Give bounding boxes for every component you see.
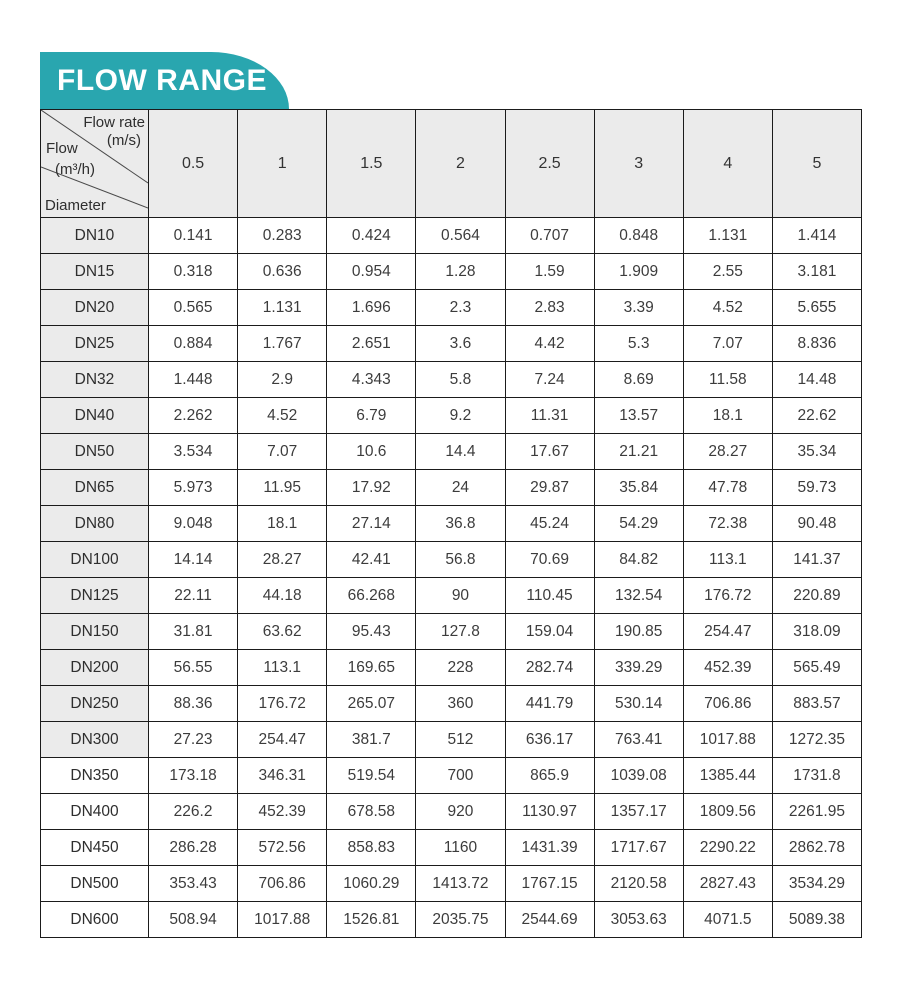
value-cell: 2.3 xyxy=(416,290,505,326)
value-cell: 88.36 xyxy=(149,686,238,722)
value-cell: 18.1 xyxy=(238,506,327,542)
value-cell: 176.72 xyxy=(238,686,327,722)
value-cell: 530.14 xyxy=(594,686,683,722)
value-cell: 110.45 xyxy=(505,578,594,614)
value-cell: 3.181 xyxy=(772,254,861,290)
value-cell: 360 xyxy=(416,686,505,722)
value-cell: 31.81 xyxy=(149,614,238,650)
value-cell: 0.565 xyxy=(149,290,238,326)
value-cell: 254.47 xyxy=(238,722,327,758)
value-cell: 1.28 xyxy=(416,254,505,290)
table-row-dn15 xyxy=(41,254,862,290)
value-cell: 3053.63 xyxy=(594,902,683,938)
value-cell: 318.09 xyxy=(772,614,861,650)
value-cell: 2544.69 xyxy=(505,902,594,938)
table-row-dn300 xyxy=(41,722,862,758)
value-cell: 36.8 xyxy=(416,506,505,542)
value-cell: 27.23 xyxy=(149,722,238,758)
value-cell: 700 xyxy=(416,758,505,794)
value-cell: 2.9 xyxy=(238,362,327,398)
value-cell: 95.43 xyxy=(327,614,416,650)
value-cell: 1039.08 xyxy=(594,758,683,794)
value-cell: 286.28 xyxy=(149,830,238,866)
value-cell: 8.69 xyxy=(594,362,683,398)
header-row xyxy=(41,110,862,218)
value-cell: 0.283 xyxy=(238,218,327,254)
value-cell: 22.62 xyxy=(772,398,861,434)
diameter-cell-dn50: DN50 xyxy=(41,434,149,470)
value-cell: 2.262 xyxy=(149,398,238,434)
value-cell: 176.72 xyxy=(683,578,772,614)
value-cell: 141.37 xyxy=(772,542,861,578)
value-cell: 14.48 xyxy=(772,362,861,398)
value-cell: 17.67 xyxy=(505,434,594,470)
value-cell: 113.1 xyxy=(683,542,772,578)
value-cell: 1017.88 xyxy=(683,722,772,758)
table-row-dn20 xyxy=(41,290,862,326)
diameter-cell-dn500: DN500 xyxy=(41,866,149,902)
value-cell: 7.07 xyxy=(238,434,327,470)
corner-label-flow: Flow xyxy=(46,140,78,157)
value-cell: 9.048 xyxy=(149,506,238,542)
value-cell: 452.39 xyxy=(683,650,772,686)
value-cell: 14.14 xyxy=(149,542,238,578)
value-cell: 220.89 xyxy=(772,578,861,614)
table-row-dn40 xyxy=(41,398,862,434)
value-cell: 865.9 xyxy=(505,758,594,794)
table-row-dn150 xyxy=(41,614,862,650)
value-cell: 56.55 xyxy=(149,650,238,686)
value-cell: 1431.39 xyxy=(505,830,594,866)
value-cell: 0.707 xyxy=(505,218,594,254)
velocity-header-0.5: 0.5 xyxy=(149,110,238,218)
value-cell: 14.4 xyxy=(416,434,505,470)
velocity-header-4: 4 xyxy=(683,110,772,218)
value-cell: 353.43 xyxy=(149,866,238,902)
value-cell: 27.14 xyxy=(327,506,416,542)
velocity-header-3: 3 xyxy=(594,110,683,218)
value-cell: 3.39 xyxy=(594,290,683,326)
value-cell: 0.424 xyxy=(327,218,416,254)
value-cell: 1.414 xyxy=(772,218,861,254)
value-cell: 66.268 xyxy=(327,578,416,614)
table-row-dn65 xyxy=(41,470,862,506)
table-row-dn250 xyxy=(41,686,862,722)
page-title: FLOW RANGE xyxy=(57,63,267,97)
velocity-header-5: 5 xyxy=(772,110,861,218)
diameter-cell-dn65: DN65 xyxy=(41,470,149,506)
value-cell: 47.78 xyxy=(683,470,772,506)
value-cell: 45.24 xyxy=(505,506,594,542)
value-cell: 508.94 xyxy=(149,902,238,938)
value-cell: 0.884 xyxy=(149,326,238,362)
value-cell: 21.21 xyxy=(594,434,683,470)
value-cell: 56.8 xyxy=(416,542,505,578)
corner-header-cell xyxy=(41,110,149,218)
value-cell: 2261.95 xyxy=(772,794,861,830)
value-cell: 883.57 xyxy=(772,686,861,722)
value-cell: 4.52 xyxy=(683,290,772,326)
value-cell: 265.07 xyxy=(327,686,416,722)
value-cell: 2290.22 xyxy=(683,830,772,866)
value-cell: 512 xyxy=(416,722,505,758)
corner-label-flow-rate: Flow rate xyxy=(83,114,145,131)
diameter-cell-dn40: DN40 xyxy=(41,398,149,434)
value-cell: 22.11 xyxy=(149,578,238,614)
value-cell: 519.54 xyxy=(327,758,416,794)
value-cell: 1160 xyxy=(416,830,505,866)
value-cell: 4.42 xyxy=(505,326,594,362)
value-cell: 572.56 xyxy=(238,830,327,866)
value-cell: 5.8 xyxy=(416,362,505,398)
value-cell: 3534.29 xyxy=(772,866,861,902)
table-row-dn400 xyxy=(41,794,862,830)
value-cell: 84.82 xyxy=(594,542,683,578)
value-cell: 678.58 xyxy=(327,794,416,830)
value-cell: 13.57 xyxy=(594,398,683,434)
diameter-cell-dn250: DN250 xyxy=(41,686,149,722)
value-cell: 1717.67 xyxy=(594,830,683,866)
diameter-cell-dn32: DN32 xyxy=(41,362,149,398)
value-cell: 11.58 xyxy=(683,362,772,398)
value-cell: 2862.78 xyxy=(772,830,861,866)
value-cell: 5.973 xyxy=(149,470,238,506)
value-cell: 1767.15 xyxy=(505,866,594,902)
value-cell: 9.2 xyxy=(416,398,505,434)
value-cell: 1385.44 xyxy=(683,758,772,794)
value-cell: 2.55 xyxy=(683,254,772,290)
value-cell: 4.52 xyxy=(238,398,327,434)
diameter-cell-dn200: DN200 xyxy=(41,650,149,686)
value-cell: 1809.56 xyxy=(683,794,772,830)
diameter-cell-dn150: DN150 xyxy=(41,614,149,650)
value-cell: 0.564 xyxy=(416,218,505,254)
value-cell: 72.38 xyxy=(683,506,772,542)
value-cell: 565.49 xyxy=(772,650,861,686)
value-cell: 4.343 xyxy=(327,362,416,398)
diameter-cell-dn80: DN80 xyxy=(41,506,149,542)
value-cell: 44.18 xyxy=(238,578,327,614)
value-cell: 381.7 xyxy=(327,722,416,758)
corner-unit-m-per-s: (m/s) xyxy=(106,132,141,149)
value-cell: 29.87 xyxy=(505,470,594,506)
diameter-cell-dn20: DN20 xyxy=(41,290,149,326)
diameter-cell-dn100: DN100 xyxy=(41,542,149,578)
diameter-cell-dn25: DN25 xyxy=(41,326,149,362)
diameter-cell-dn300: DN300 xyxy=(41,722,149,758)
value-cell: 28.27 xyxy=(238,542,327,578)
value-cell: 1.59 xyxy=(505,254,594,290)
table-row-dn200 xyxy=(41,650,862,686)
value-cell: 226.2 xyxy=(149,794,238,830)
value-cell: 7.24 xyxy=(505,362,594,398)
value-cell: 2827.43 xyxy=(683,866,772,902)
diameter-cell-dn350: DN350 xyxy=(41,758,149,794)
value-cell: 59.73 xyxy=(772,470,861,506)
value-cell: 858.83 xyxy=(327,830,416,866)
value-cell: 706.86 xyxy=(683,686,772,722)
value-cell: 7.07 xyxy=(683,326,772,362)
value-cell: 452.39 xyxy=(238,794,327,830)
value-cell: 90.48 xyxy=(772,506,861,542)
value-cell: 1017.88 xyxy=(238,902,327,938)
value-cell: 254.47 xyxy=(683,614,772,650)
value-cell: 35.34 xyxy=(772,434,861,470)
value-cell: 1.131 xyxy=(683,218,772,254)
table-row-dn10 xyxy=(41,218,862,254)
value-cell: 90 xyxy=(416,578,505,614)
value-cell: 28.27 xyxy=(683,434,772,470)
value-cell: 1.909 xyxy=(594,254,683,290)
value-cell: 8.836 xyxy=(772,326,861,362)
flow-range-table xyxy=(40,109,862,938)
value-cell: 10.6 xyxy=(327,434,416,470)
value-cell: 159.04 xyxy=(505,614,594,650)
value-cell: 763.41 xyxy=(594,722,683,758)
velocity-header-1.5: 1.5 xyxy=(327,110,416,218)
value-cell: 228 xyxy=(416,650,505,686)
value-cell: 1272.35 xyxy=(772,722,861,758)
velocity-header-1: 1 xyxy=(238,110,327,218)
flow-range-banner xyxy=(40,52,289,109)
value-cell: 346.31 xyxy=(238,758,327,794)
value-cell: 2.83 xyxy=(505,290,594,326)
value-cell: 190.85 xyxy=(594,614,683,650)
value-cell: 282.74 xyxy=(505,650,594,686)
table-row-dn125 xyxy=(41,578,862,614)
diameter-cell-dn450: DN450 xyxy=(41,830,149,866)
value-cell: 0.141 xyxy=(149,218,238,254)
value-cell: 2.651 xyxy=(327,326,416,362)
table-row-dn100 xyxy=(41,542,862,578)
value-cell: 24 xyxy=(416,470,505,506)
diameter-cell-dn400: DN400 xyxy=(41,794,149,830)
value-cell: 127.8 xyxy=(416,614,505,650)
diameter-cell-dn10: DN10 xyxy=(41,218,149,254)
value-cell: 441.79 xyxy=(505,686,594,722)
value-cell: 0.318 xyxy=(149,254,238,290)
table-row-dn80 xyxy=(41,506,862,542)
value-cell: 1357.17 xyxy=(594,794,683,830)
value-cell: 4071.5 xyxy=(683,902,772,938)
value-cell: 0.636 xyxy=(238,254,327,290)
table-row-dn500 xyxy=(41,866,862,902)
value-cell: 920 xyxy=(416,794,505,830)
corner-label-diameter: Diameter xyxy=(45,197,106,214)
table-row-dn600 xyxy=(41,902,862,938)
table-row-dn350 xyxy=(41,758,862,794)
value-cell: 1.131 xyxy=(238,290,327,326)
value-cell: 17.92 xyxy=(327,470,416,506)
value-cell: 54.29 xyxy=(594,506,683,542)
table-row-dn450 xyxy=(41,830,862,866)
value-cell: 5089.38 xyxy=(772,902,861,938)
value-cell: 18.1 xyxy=(683,398,772,434)
value-cell: 35.84 xyxy=(594,470,683,506)
velocity-header-2: 2 xyxy=(416,110,505,218)
corner-unit-m3-per-h: (m³/h) xyxy=(55,161,95,178)
diameter-cell-dn15: DN15 xyxy=(41,254,149,290)
value-cell: 1.696 xyxy=(327,290,416,326)
value-cell: 339.29 xyxy=(594,650,683,686)
value-cell: 132.54 xyxy=(594,578,683,614)
value-cell: 1.448 xyxy=(149,362,238,398)
value-cell: 113.1 xyxy=(238,650,327,686)
value-cell: 5.655 xyxy=(772,290,861,326)
value-cell: 1.767 xyxy=(238,326,327,362)
value-cell: 1130.97 xyxy=(505,794,594,830)
value-cell: 3.534 xyxy=(149,434,238,470)
value-cell: 6.79 xyxy=(327,398,416,434)
value-cell: 70.69 xyxy=(505,542,594,578)
value-cell: 1413.72 xyxy=(416,866,505,902)
value-cell: 42.41 xyxy=(327,542,416,578)
table-row-dn25 xyxy=(41,326,862,362)
value-cell: 2120.58 xyxy=(594,866,683,902)
value-cell: 0.848 xyxy=(594,218,683,254)
value-cell: 0.954 xyxy=(327,254,416,290)
value-cell: 3.6 xyxy=(416,326,505,362)
diameter-cell-dn600: DN600 xyxy=(41,902,149,938)
value-cell: 169.65 xyxy=(327,650,416,686)
value-cell: 706.86 xyxy=(238,866,327,902)
value-cell: 173.18 xyxy=(149,758,238,794)
table-row-dn50 xyxy=(41,434,862,470)
value-cell: 1731.8 xyxy=(772,758,861,794)
value-cell: 1060.29 xyxy=(327,866,416,902)
table-row-dn32 xyxy=(41,362,862,398)
value-cell: 11.95 xyxy=(238,470,327,506)
value-cell: 636.17 xyxy=(505,722,594,758)
value-cell: 63.62 xyxy=(238,614,327,650)
velocity-header-2.5: 2.5 xyxy=(505,110,594,218)
value-cell: 1526.81 xyxy=(327,902,416,938)
diameter-cell-dn125: DN125 xyxy=(41,578,149,614)
flow-table-body xyxy=(41,218,862,938)
value-cell: 5.3 xyxy=(594,326,683,362)
value-cell: 11.31 xyxy=(505,398,594,434)
value-cell: 2035.75 xyxy=(416,902,505,938)
